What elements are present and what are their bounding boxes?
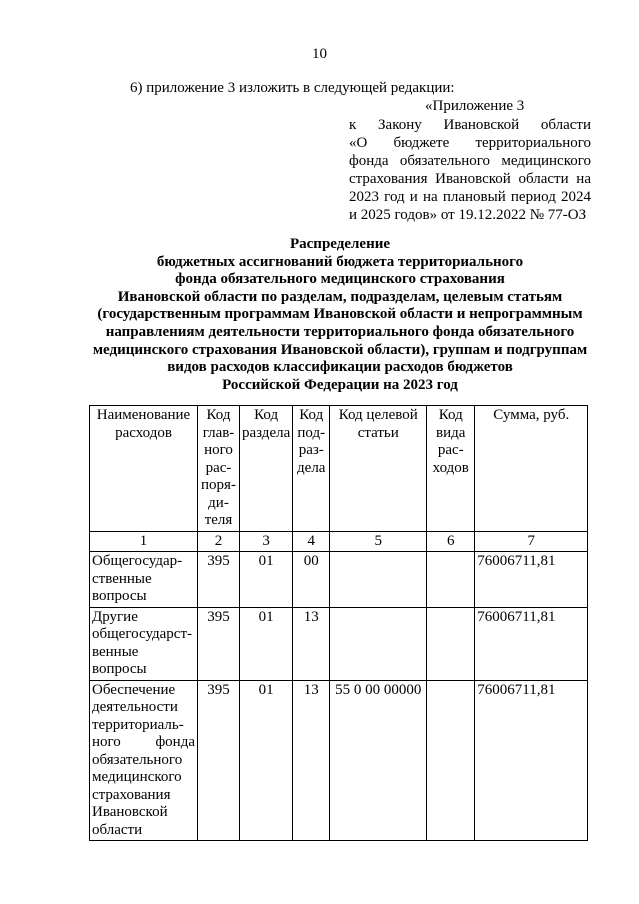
title-line: (государственным программам Ивановской области и непрограммным <box>97 306 583 323</box>
row-type-code <box>427 552 475 608</box>
row-name: Общегосудар- ственные вопросы <box>90 552 198 608</box>
column-number: 5 <box>330 531 427 552</box>
table-row <box>90 607 588 680</box>
intro-text: 6) приложение 3 изложить в следующей редакции: <box>130 80 455 96</box>
column-number: 7 <box>475 531 588 552</box>
table-row <box>90 552 588 608</box>
table-row <box>90 680 588 841</box>
header-type-code: Код вида рас- ходов <box>427 406 475 532</box>
header-section-code: Код раздела <box>240 406 293 532</box>
row-target-code <box>330 607 427 680</box>
appendix-heading: «Приложение 3 <box>425 98 525 114</box>
column-number: 3 <box>240 531 293 552</box>
title-line: направлениям деятельности территориального фонда обязательного <box>105 323 575 340</box>
row-subsection-code: 00 <box>293 552 330 608</box>
row-main-code: 395 <box>198 680 240 841</box>
header-name: Наименование расходов <box>90 406 198 532</box>
title-line: бюджетных ассигнований бюджета территориального <box>156 253 524 270</box>
column-numbers-row <box>90 531 588 552</box>
header-row <box>90 406 588 532</box>
title-line: Ивановской области по разделам, подразделам, целевым статьям <box>117 288 563 305</box>
header-target-code: Код целевой статьи <box>330 406 427 532</box>
row-subsection-code: 13 <box>293 680 330 841</box>
column-number: 6 <box>427 531 475 552</box>
appendix-line: фонда обязательного медицинского <box>349 153 591 169</box>
header-sum: Сумма, руб. <box>475 406 588 532</box>
row-target-code <box>330 552 427 608</box>
row-main-code: 395 <box>198 607 240 680</box>
appendix-reference <box>349 116 591 224</box>
budget-table <box>89 405 588 841</box>
title-line: Российской Федерации на 2023 год <box>222 376 458 393</box>
document-title <box>60 236 620 394</box>
row-type-code <box>427 680 475 841</box>
header-subsection-code: Код под- раз- дела <box>293 406 330 532</box>
row-name: Обеспечение деятельности территориаль- ного фонда обязательного медицинского страхования Ивановской области <box>90 680 198 841</box>
title-line: медицинского страхования Ивановской области), группам и подгруппам <box>92 341 588 358</box>
row-section-code: 01 <box>240 680 293 841</box>
row-sum: 76006711,81 <box>475 607 588 680</box>
column-number: 1 <box>90 531 198 552</box>
row-main-code: 395 <box>198 552 240 608</box>
page-number: 10 <box>312 46 327 62</box>
appendix-line: страхования Ивановской области на <box>349 171 591 187</box>
appendix-line: «О бюджете территориального <box>349 135 591 151</box>
row-section-code: 01 <box>240 607 293 680</box>
row-subsection-code: 13 <box>293 607 330 680</box>
row-name: Другие общегосударст- венные вопросы <box>90 607 198 680</box>
row-target-code: 55 0 00 00000 <box>330 680 427 841</box>
row-section-code: 01 <box>240 552 293 608</box>
title-line: фонда обязательного медицинского страхования <box>175 271 505 288</box>
row-sum: 76006711,81 <box>475 680 588 841</box>
row-sum: 76006711,81 <box>475 552 588 608</box>
column-number: 2 <box>198 531 240 552</box>
title-line: Распределение <box>289 236 391 252</box>
row-type-code <box>427 607 475 680</box>
appendix-line: и 2025 годов» от 19.12.2022 № 77-ОЗ <box>349 207 587 223</box>
title-line: видов расходов классификации расходов бюджетов <box>167 359 513 376</box>
header-main-code: Код глав- ного рас- поря- ди- теля <box>198 406 240 532</box>
appendix-line: 2023 год и на плановый период 2024 <box>349 189 591 205</box>
column-number: 4 <box>293 531 330 552</box>
appendix-line: к Закону Ивановской области <box>349 117 591 133</box>
